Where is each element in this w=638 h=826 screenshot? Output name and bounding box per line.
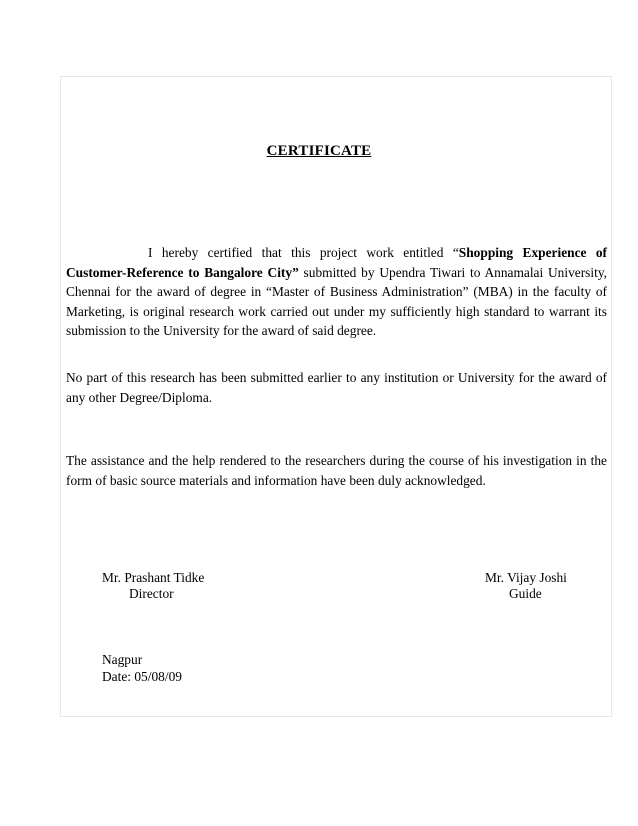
date: Date: 05/08/09: [102, 669, 182, 684]
certification-paragraph: [66, 243, 607, 341]
director-role: Director: [129, 586, 174, 601]
originality-paragraph: No part of this research has been submitted earlier to any institution or University for the award of any other Degree/Diploma.: [66, 370, 607, 405]
certificate-title: CERTIFICATE: [266, 143, 372, 159]
director-name: Mr. Prashant Tidke: [102, 570, 205, 585]
guide-role: Guide: [509, 586, 542, 601]
acknowledgement-paragraph: The assistance and the help rendered to the researchers during the course of his investigation in the form of basic source materials and information have been duly acknowledged.: [66, 453, 607, 488]
certification-body: submitted by Upendra Tiwari to Annamalai University, Chennai for the award of degree in “Master of Business Administration” (MBA) in the faculty of Marketing, is original research work carried out under my sufficiently high standard to warrant its submission to the University for the award of said degree.: [66, 264, 607, 339]
project-title: Shopping Experience of Customer-Reference to Bangalore City”: [66, 245, 608, 280]
place: Nagpur: [102, 652, 143, 667]
certification-intro: I hereby certified that this project work entitled “: [148, 245, 459, 260]
guide-name: Mr. Vijay Joshi: [485, 570, 567, 585]
